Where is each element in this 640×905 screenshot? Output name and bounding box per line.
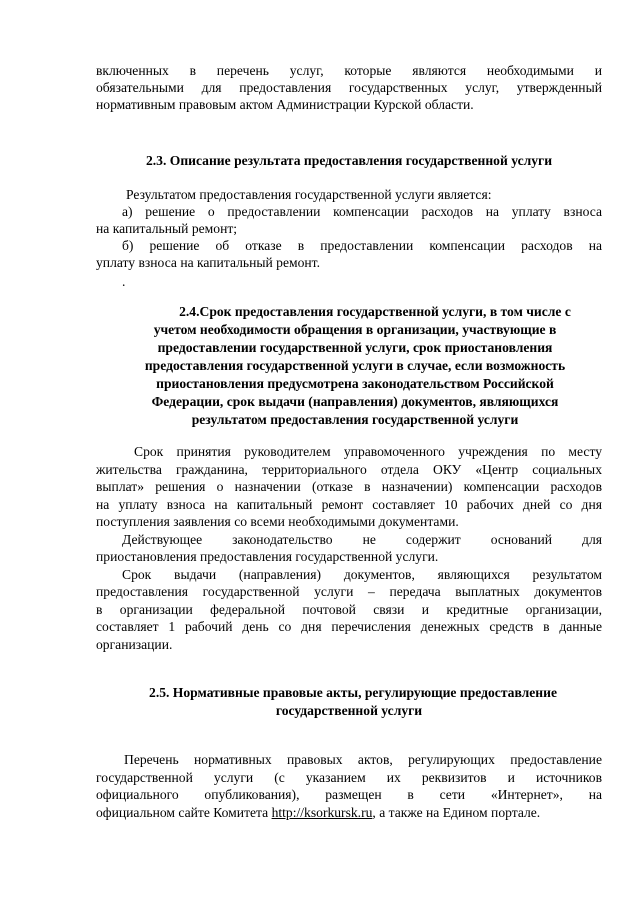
text-line: Срок выдачи (направления) документов, являющихся результатом [122, 566, 602, 582]
text-line: жительства гражданина, территориального отдела ОКУ «Центр социальных [96, 461, 602, 477]
text-fragment: официальном сайте Комитета [96, 804, 272, 820]
heading-line: предоставления государственной услуги в случае, если возможность [144, 358, 566, 373]
section-2-5-body [96, 751, 602, 821]
heading-line: 2.4.Срок предоставления государственной услуги, в том числе с [179, 304, 571, 319]
stray-dot: . [122, 274, 126, 289]
text-line: Перечень нормативных правовых актов, регулирующих предоставление [124, 752, 602, 767]
text-line: включенных в перечень услуг, которые являются необходимыми и [96, 63, 602, 78]
text-line: составляет 1 рабочий день со дня перечисления денежных средств в данные [96, 619, 602, 634]
heading-line: государственной услуги [275, 703, 423, 718]
text-fragment: , а также на Едином портале. [372, 804, 541, 820]
section-2-4-heading [108, 303, 602, 429]
text-line: государственной услуги (с указанием их реквизитов и источников [96, 769, 602, 785]
list-item-b: б) решение об отказе в предоставлении компенсации расходов на [122, 238, 602, 253]
text-line: на уплату взноса на капитальный ремонт составляет 10 рабочих дней со дня [96, 496, 602, 512]
list-item-b-cont: уплату взноса на капитальный ремонт. [96, 255, 320, 270]
section-2-3-heading: 2.3. Описание результата предоставления государственной услуги [145, 153, 553, 168]
text-line: Срок принятия руководителем управомоченного учреждения по месту [134, 444, 602, 459]
heading-line: приостановления предусмотрена законодательством Российской [156, 376, 554, 391]
heading-line: учетом необходимости обращения в организации, участвующие в [153, 322, 557, 337]
list-item-a: а) решение о предоставлении компенсации расходов на уплату взноса [122, 204, 602, 219]
text-line: нормативным правовым актом Администрации Курской области. [96, 97, 474, 112]
section-2-3-lead: Результатом предоставления государственной услуги является: [126, 187, 492, 202]
heading-line: 2.5. Нормативные правовые акты, регулирующие предоставление [149, 685, 557, 700]
committee-site-link[interactable]: http://ksorkursk.ru [271, 804, 373, 820]
text-line: обязательными для предоставления государственных услуг, утвержденный [96, 80, 602, 95]
text-line: официального опубликования), размещен в сети «Интернет», на [96, 787, 602, 802]
text-line: поступления заявления со всеми необходимыми документами. [96, 514, 459, 529]
heading-line: предоставлении государственной услуги, срок приостановления [157, 340, 553, 355]
section-2-3-body [96, 186, 602, 290]
text-line: Действующее законодательство не содержит оснований для [122, 531, 602, 547]
intro-paragraph [96, 62, 602, 113]
text-line: выплат» решения о назначении (отказе в назначении) компенсации расходов [96, 479, 602, 494]
text-line: приостановления предоставления государственной услуги. [96, 549, 439, 564]
text-line: предоставления государственной услуги – передача выплатных документов [96, 584, 602, 599]
text-line-last [96, 804, 602, 822]
heading-line: результатом предоставления государственной услуги [191, 412, 519, 427]
section-2-4-body [96, 443, 602, 653]
list-item-a-cont: на капитальный ремонт; [96, 221, 238, 236]
heading-line: Федерации, срок выдачи (направления) документов, являющихся [151, 394, 559, 409]
text-line: организации. [96, 636, 173, 652]
section-2-5-heading [96, 684, 602, 720]
text-line: в организации федеральной почтовой связи и кредитные организации, [96, 601, 602, 617]
